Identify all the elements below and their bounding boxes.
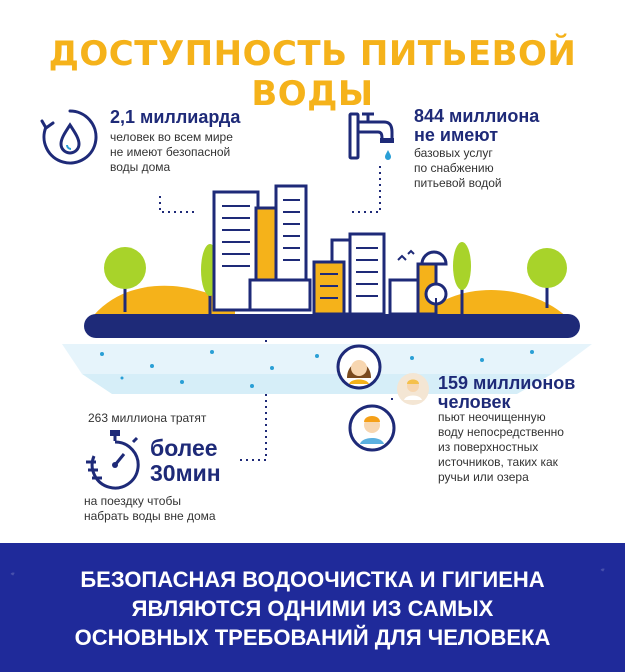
stopwatch-icon — [84, 428, 146, 492]
boy-avatar-icon — [396, 372, 430, 406]
woman-avatar-icon — [336, 344, 382, 390]
watermark-logo-right: ◔ — [593, 563, 612, 579]
footer-text: БЕЗОПАСНАЯ ВОДООЧИСТКА И ГИГИЕНА ЯВЛЯЮТСЯ ОДНИМИ ИЗ САМЫХ ОСНОВНЫХ ТРЕБОВАНИЙ ДЛЯ ЧЕЛОВЕКА — [74, 567, 551, 650]
watermark-logo-left: ◔ — [3, 567, 22, 583]
stat4-value: 159 миллионов человек — [438, 373, 576, 412]
city-illustration — [50, 180, 590, 340]
page-title: ДОСТУПНОСТЬ ПИТЬЕВОЙ ВОДЫ — [48, 34, 577, 114]
stat2-value: 844 миллиона не имеют — [414, 106, 540, 145]
man-avatar-icon — [348, 404, 396, 452]
stat1-value: 2,1 миллиарда — [110, 107, 241, 127]
footer-banner — [0, 543, 625, 672]
stat3-intro: 263 миллиона тратят — [88, 411, 207, 425]
stat4-text: пьют неочищенную воду непосредственно из поверхностных источников, таких как ручьи или озера — [438, 410, 564, 484]
stat3-value: более 30мин — [150, 435, 221, 486]
stat3-text: на поездку чтобы набрать воды вне дома — [84, 494, 216, 523]
stat1-text: человек во всем мире не имеют безопасной воды дома — [110, 130, 233, 174]
stat2-text: базовых услуг по снабжению питьевой водой — [414, 146, 502, 190]
